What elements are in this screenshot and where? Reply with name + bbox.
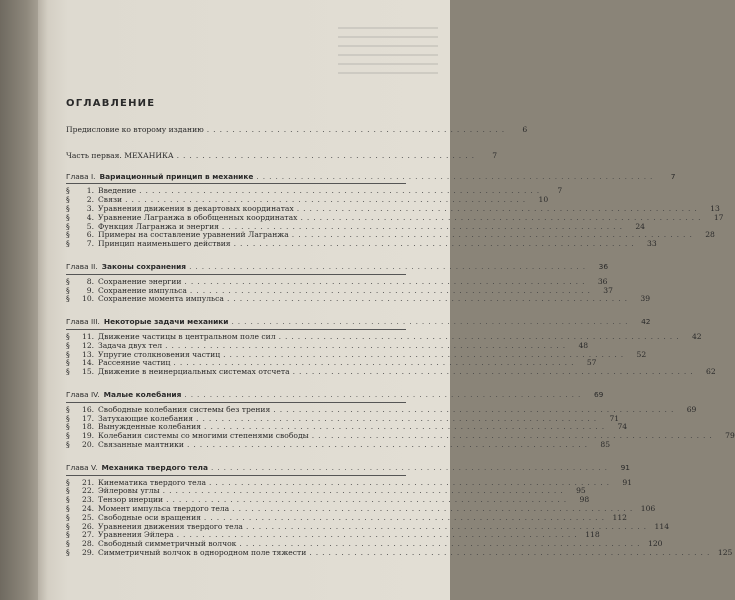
chapter-group (66, 261, 651, 304)
section-row (66, 439, 611, 450)
section-number: 16. (82, 404, 95, 414)
chapter-title: Законы сохранения (101, 261, 187, 271)
section-number: 13. (82, 349, 95, 359)
section-sign-icon: § (66, 413, 70, 423)
section-title: Тензор инерции (98, 495, 164, 505)
section-page: 13 (710, 203, 720, 213)
leader-dots: ............................................................... (223, 349, 628, 359)
section-sign-icon: § (66, 503, 70, 513)
leader-dots: ............................................................... (203, 512, 608, 522)
section-page: 24 (635, 221, 645, 231)
leader-dots: ............................................................... (221, 221, 626, 231)
leader-dots: ............................................................... (232, 503, 637, 513)
section-title: Свободные колебания системы без трения (98, 404, 271, 414)
section-sign-icon: § (66, 530, 70, 540)
book-page (38, 0, 735, 600)
section-title: Введение (98, 186, 137, 196)
leader-dots: ............................................................... (278, 331, 683, 341)
section-page: 71 (609, 413, 620, 423)
leader-dots: ............................................................... (233, 239, 638, 249)
leader-dots: ............................................... (176, 150, 479, 160)
section-sign-icon: § (66, 477, 70, 487)
leader-dots: ............................................................... (125, 195, 530, 205)
section-title: Сохранение импульса (98, 285, 187, 295)
section-page: 28 (705, 230, 715, 240)
chapter-group (66, 389, 735, 450)
section-sign-icon: § (66, 539, 70, 549)
section-title: Уравнения движения твердого тела (98, 521, 243, 531)
leader-dots: ............................................................... (245, 521, 651, 531)
chapter-rule (66, 183, 406, 184)
section-page: 33 (647, 239, 657, 249)
section-page: 7 (557, 186, 563, 196)
section-sign-icon: § (66, 439, 70, 449)
section-number: 9. (86, 285, 94, 295)
section-title: Связанные маятники (98, 439, 184, 449)
leader-dots: ............................................................... (173, 358, 578, 368)
section-number: 20. (82, 439, 95, 449)
section-sign-icon: § (66, 203, 70, 213)
leader-dots: ............................................................... (292, 367, 697, 377)
toc-part-row (66, 150, 498, 161)
leader-dots: ............................................................... (196, 413, 601, 423)
chapter-group (66, 171, 724, 249)
section-number: 21. (82, 477, 95, 487)
part-text: Часть первая. МЕХАНИКА (66, 150, 174, 160)
leader-dots: ............................................................... (204, 422, 609, 432)
section-number: 24. (82, 503, 95, 513)
section-title: Момент импульса твердого тела (98, 503, 230, 513)
chapter-title: Вариационный принцип в механике (99, 171, 254, 181)
chapter-rule (66, 402, 406, 403)
section-page: 106 (640, 503, 656, 513)
section-sign-icon: § (66, 340, 70, 350)
section-sign-icon: § (66, 495, 70, 505)
section-title: Уравнение Лагранжа в обобщенных координатах (98, 212, 298, 222)
section-sign-icon: § (66, 331, 70, 341)
section-page: 118 (585, 530, 600, 540)
part-page: 7 (492, 150, 498, 160)
section-title: Кинематика твердого тела (98, 477, 206, 487)
section-sign-icon: § (66, 276, 70, 286)
chapter-label: Глава IV. (66, 389, 100, 399)
chapter-heading-row (66, 261, 609, 272)
section-page: 91 (622, 477, 633, 487)
section-title: Сохранение момента импульса (98, 294, 224, 304)
leader-dots: ............................................................... (184, 389, 585, 399)
section-title: Принцип наименьшего действия (98, 239, 231, 249)
section-page: 52 (636, 349, 647, 359)
section-title: Задача двух тел (98, 340, 163, 350)
leader-dots: ............................................................... (189, 261, 590, 271)
chapter-label: Глава II. (66, 261, 98, 271)
leader-dots: ............................................................... (184, 276, 589, 286)
section-number: 6. (86, 230, 94, 240)
chapter-label: Глава I. (66, 171, 96, 181)
leader-dots: ............................................................... (309, 547, 714, 557)
section-page: 95 (576, 486, 586, 496)
section-sign-icon: § (66, 486, 70, 496)
section-number: 5. (86, 221, 94, 231)
section-number: 17. (82, 413, 95, 423)
section-title: Функция Лагранжа и энергия (98, 221, 219, 231)
section-number: 12. (82, 340, 95, 350)
section-title: Симметричный волчок в однородном поле тяжести (98, 547, 307, 557)
section-number: 14. (82, 358, 95, 368)
section-sign-icon: § (66, 431, 70, 441)
section-number: 3. (86, 203, 94, 213)
section-sign-icon: § (66, 404, 70, 414)
section-title: Связи (98, 195, 123, 205)
section-page: 120 (648, 539, 663, 549)
section-title: Затухающие колебания (98, 413, 194, 423)
chapter-page: 36 (598, 261, 609, 271)
section-number: 23. (82, 495, 95, 505)
section-number: 7. (86, 239, 94, 249)
chapter-page: 7 (670, 171, 676, 181)
chapter-label: Глава V. (66, 462, 98, 472)
leader-dots: ............................................................... (189, 285, 594, 295)
section-page: 10 (538, 195, 549, 205)
book-spine-shadow (0, 0, 38, 600)
section-number: 29. (82, 547, 95, 557)
section-number: 19. (82, 431, 95, 441)
section-title: Колебания системы со многими степенями свободы (98, 431, 309, 441)
section-sign-icon: § (66, 521, 70, 531)
section-sign-icon: § (66, 212, 70, 222)
section-number: 10. (82, 294, 95, 304)
section-title: Сохранение энергии (98, 276, 182, 286)
section-page: 17 (713, 212, 724, 222)
section-page: 62 (706, 367, 716, 377)
section-number: 18. (82, 422, 95, 432)
section-row (66, 294, 651, 304)
leader-dots: ............................................................... (226, 294, 632, 304)
section-page: 39 (640, 294, 651, 304)
section-page: 74 (617, 422, 628, 432)
section-title: Движение частицы в центральном поле сил (98, 331, 276, 341)
section-page: 112 (612, 512, 627, 522)
toc-title: ОГЛАВЛЕНИЕ (66, 98, 156, 109)
section-sign-icon: § (66, 367, 70, 377)
section-page: 42 (691, 331, 702, 341)
leader-dots: ............................................................... (231, 317, 632, 327)
chapter-rule (66, 329, 406, 330)
chapter-page: 42 (641, 317, 651, 327)
section-title: Движение в неинерциальных системах отсчета (98, 367, 290, 377)
bleed-through-text (338, 20, 438, 90)
chapter-title: Малые колебания (103, 389, 182, 399)
toc-preface-row (66, 125, 528, 135)
section-page: 98 (579, 495, 590, 505)
section-sign-icon: § (66, 285, 70, 295)
chapter-heading-row (66, 171, 676, 182)
section-page: 79 (725, 431, 735, 441)
chapter-rule (66, 475, 406, 476)
section-title: Свободный симметричный волчок (98, 539, 237, 549)
section-page: 57 (586, 358, 597, 368)
preface-page: 6 (522, 125, 528, 134)
section-sign-icon: § (66, 221, 70, 231)
section-number: 27. (82, 530, 95, 540)
leader-dots: ............................................................... (311, 431, 716, 441)
section-sign-icon: § (66, 230, 70, 240)
section-sign-icon: § (66, 547, 70, 557)
section-title: Уравнения движения в декартовых координатах (98, 203, 294, 213)
chapter-group (66, 317, 716, 377)
section-row (66, 239, 657, 249)
chapter-list (66, 171, 735, 558)
section-sign-icon: § (66, 294, 70, 304)
section-sign-icon: § (66, 349, 70, 359)
section-page: 48 (578, 340, 589, 350)
section-sign-icon: § (66, 186, 70, 196)
leader-dots: ............................................................... (273, 404, 678, 414)
table-of-contents (66, 98, 735, 572)
section-number: 8. (86, 276, 94, 286)
leader-dots: ............................................................... (296, 203, 701, 213)
leader-dots: ............................................................... (166, 495, 571, 505)
section-number: 2. (86, 195, 94, 205)
leader-dots: ............................................................... (139, 186, 544, 196)
section-title: Вынужденные колебания (98, 422, 202, 432)
section-page: 37 (603, 285, 613, 295)
section-sign-icon: § (66, 422, 70, 432)
section-title: Упругие столкновения частиц (98, 349, 221, 359)
chapter-rule (66, 274, 406, 275)
section-sign-icon: § (66, 239, 70, 249)
section-number: 15. (82, 367, 95, 377)
chapter-heading-row (66, 317, 651, 327)
chapter-heading-row (66, 462, 630, 473)
section-number: 26. (82, 521, 95, 531)
chapter-title: Некоторые задачи механики (103, 317, 229, 327)
section-sign-icon: § (66, 358, 70, 368)
leader-dots: ............................................................... (176, 530, 581, 540)
section-title: Примеры на составление уравнений Лагранжа (98, 230, 289, 240)
section-sign-icon: § (66, 512, 70, 522)
chapter-heading-row (66, 389, 604, 400)
section-page: 69 (686, 404, 697, 414)
leader-dots: ............................................................... (300, 212, 705, 222)
section-number: 25. (82, 512, 95, 522)
section-number: 1. (86, 186, 94, 196)
leader-dots: ............................................................... (162, 486, 567, 496)
section-number: 4. (86, 212, 94, 222)
section-title: Эйлеровы углы (98, 486, 160, 496)
leader-dots: ............................................................... (165, 340, 570, 350)
section-page: 114 (654, 521, 670, 531)
leader-dots: ............................................................... (208, 477, 614, 487)
section-title: Рассеяние частиц (98, 358, 171, 368)
section-title: Свободные оси вращения (98, 512, 201, 522)
chapter-page: 91 (620, 462, 630, 472)
section-page: 125 (717, 547, 733, 557)
section-number: 28. (82, 539, 95, 549)
chapter-title: Механика твердого тела (101, 462, 208, 472)
section-page: 85 (600, 439, 611, 449)
section-page: 36 (597, 276, 608, 286)
section-number: 11. (82, 331, 95, 341)
leader-dots: ............................................................... (256, 171, 657, 181)
preface-text: Предисловие ко второму изданию (66, 125, 204, 134)
chapter-page: 69 (593, 389, 604, 399)
section-sign-icon: § (66, 195, 70, 205)
section-title: Уравнения Эйлера (98, 530, 174, 540)
section-row (66, 367, 716, 377)
section-number: 22. (82, 486, 95, 496)
section-row (66, 547, 733, 558)
leader-dots: ............................................................... (210, 462, 611, 472)
leader-dots: ............................................................... (291, 230, 696, 240)
leader-dots: ............................................................... (186, 439, 592, 449)
chapter-group (66, 462, 733, 558)
leader-dots: ............................................... (206, 125, 509, 134)
chapter-label: Глава III. (66, 317, 100, 327)
leader-dots: ............................................................... (239, 539, 644, 549)
